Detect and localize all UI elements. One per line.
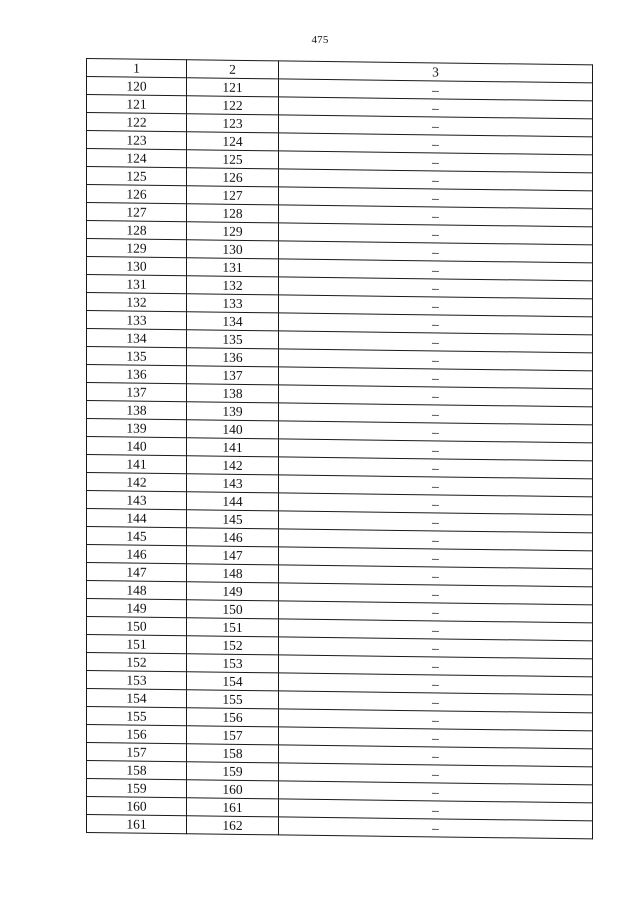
table-cell-col-3: – — [279, 241, 593, 263]
table-cell-col-3: – — [279, 313, 593, 335]
table-cell-col-2: 139 — [187, 402, 279, 421]
table-cell-col-1: 125 — [87, 167, 187, 186]
table-cell-col-3: – — [279, 169, 593, 191]
table-cell-col-2: 134 — [187, 312, 279, 331]
table-cell-col-2: 130 — [187, 240, 279, 259]
table-cell-col-2: 131 — [187, 258, 279, 277]
table-cell-col-3: – — [279, 457, 593, 479]
table-cell-col-2: 127 — [187, 186, 279, 205]
table-cell-col-1: 156 — [87, 725, 187, 744]
table-cell-col-3: – — [279, 439, 593, 461]
table-cell-col-2: 138 — [187, 384, 279, 403]
table-cell-col-2: 149 — [187, 582, 279, 601]
table-cell-col-1: 161 — [87, 815, 187, 834]
table-cell-col-1: 148 — [87, 581, 187, 600]
table-cell-col-2: 152 — [187, 636, 279, 655]
table-cell-col-1: 122 — [87, 113, 187, 132]
table-cell-col-1: 134 — [87, 329, 187, 348]
table-cell-col-1: 133 — [87, 311, 187, 330]
table-cell-col-3: – — [279, 673, 593, 695]
table-cell-col-1: 137 — [87, 383, 187, 402]
table-cell-col-1: 157 — [87, 743, 187, 762]
table-cell-col-2: 157 — [187, 726, 279, 745]
column-header-2: 2 — [187, 60, 279, 79]
table-cell-col-3: – — [279, 97, 593, 119]
table-cell-col-2: 145 — [187, 510, 279, 529]
table-body — [87, 77, 593, 839]
table-cell-col-2: 146 — [187, 528, 279, 547]
table-cell-col-3: – — [279, 331, 593, 353]
table-cell-col-3: – — [279, 601, 593, 623]
table-cell-col-3: – — [279, 637, 593, 659]
table-cell-col-3: – — [279, 349, 593, 371]
table-cell-col-3: – — [279, 223, 593, 245]
table-cell-col-1: 145 — [87, 527, 187, 546]
table-cell-col-2: 158 — [187, 744, 279, 763]
table-cell-col-1: 136 — [87, 365, 187, 384]
table-cell-col-1: 149 — [87, 599, 187, 618]
table-cell-col-3: – — [279, 817, 593, 839]
table-cell-col-2: 140 — [187, 420, 279, 439]
table-cell-col-3: – — [279, 547, 593, 569]
table-cell-col-3: – — [279, 565, 593, 587]
table-cell-col-3: – — [279, 115, 593, 137]
table-cell-col-2: 161 — [187, 798, 279, 817]
table-cell-col-2: 153 — [187, 654, 279, 673]
table-cell-col-2: 124 — [187, 132, 279, 151]
table-cell-col-1: 150 — [87, 617, 187, 636]
table-cell-col-1: 120 — [87, 77, 187, 96]
table-cell-col-1: 124 — [87, 149, 187, 168]
column-header-3: 3 — [279, 61, 593, 83]
table-cell-col-2: 162 — [187, 816, 279, 835]
table-cell-col-2: 136 — [187, 348, 279, 367]
table-cell-col-2: 128 — [187, 204, 279, 223]
table-cell-col-1: 139 — [87, 419, 187, 438]
table-cell-col-1: 140 — [87, 437, 187, 456]
table-cell-col-3: – — [279, 385, 593, 407]
table-cell-col-1: 141 — [87, 455, 187, 474]
table-cell-col-2: 122 — [187, 96, 279, 115]
table-cell-col-1: 129 — [87, 239, 187, 258]
table-cell-col-2: 133 — [187, 294, 279, 313]
table-cell-col-3: – — [279, 259, 593, 281]
table-cell-col-3: – — [279, 493, 593, 515]
table-cell-col-3: – — [279, 619, 593, 641]
table-cell-col-2: 121 — [187, 78, 279, 97]
table-cell-col-3: – — [279, 745, 593, 767]
table-cell-col-1: 159 — [87, 779, 187, 798]
table-cell-col-1: 153 — [87, 671, 187, 690]
column-header-1: 1 — [87, 59, 187, 78]
table-cell-col-1: 142 — [87, 473, 187, 492]
table-cell-col-2: 126 — [187, 168, 279, 187]
table-cell-col-1: 127 — [87, 203, 187, 222]
table-cell-col-2: 150 — [187, 600, 279, 619]
table-cell-col-1: 131 — [87, 275, 187, 294]
table-cell-col-2: 148 — [187, 564, 279, 583]
table-cell-col-3: – — [279, 421, 593, 443]
table-cell-col-3: – — [279, 781, 593, 803]
table-cell-col-3: – — [279, 691, 593, 713]
table-cell-col-1: 132 — [87, 293, 187, 312]
table-cell-col-3: – — [279, 475, 593, 497]
page-number: 475 — [311, 34, 329, 46]
table-cell-col-3: – — [279, 511, 593, 533]
table-cell-col-2: 143 — [187, 474, 279, 493]
table-cell-col-2: 137 — [187, 366, 279, 385]
table-cell-col-1: 155 — [87, 707, 187, 726]
table-cell-col-1: 144 — [87, 509, 187, 528]
table-cell-col-1: 143 — [87, 491, 187, 510]
table-cell-col-3: – — [279, 79, 593, 101]
table-cell-col-3: – — [279, 187, 593, 209]
table-cell-col-1: 152 — [87, 653, 187, 672]
table-cell-col-3: – — [279, 133, 593, 155]
table-cell-col-3: – — [279, 151, 593, 173]
table-cell-col-1: 121 — [87, 95, 187, 114]
table-cell-col-3: – — [279, 709, 593, 731]
table-cell-col-1: 151 — [87, 635, 187, 654]
table-cell-col-1: 138 — [87, 401, 187, 420]
table-cell-col-1: 158 — [87, 761, 187, 780]
table-cell-col-1: 123 — [87, 131, 187, 150]
table-cell-col-1: 126 — [87, 185, 187, 204]
table-cell-col-3: – — [279, 277, 593, 299]
table-cell-col-2: 147 — [187, 546, 279, 565]
table-cell-col-3: – — [279, 583, 593, 605]
table-cell-col-3: – — [279, 727, 593, 749]
table-cell-col-2: 151 — [187, 618, 279, 637]
table-cell-col-3: – — [279, 655, 593, 677]
table-cell-col-3: – — [279, 205, 593, 227]
table-cell-col-2: 141 — [187, 438, 279, 457]
table-cell-col-3: – — [279, 529, 593, 551]
table-cell-col-2: 144 — [187, 492, 279, 511]
table-cell-col-1: 154 — [87, 689, 187, 708]
table-cell-col-2: 135 — [187, 330, 279, 349]
table-cell-col-3: – — [279, 763, 593, 785]
table-cell-col-1: 147 — [87, 563, 187, 582]
table-cell-col-3: – — [279, 295, 593, 317]
table-cell-col-3: – — [279, 367, 593, 389]
table-cell-col-2: 132 — [187, 276, 279, 295]
table-cell-col-1: 146 — [87, 545, 187, 564]
table-cell-col-1: 130 — [87, 257, 187, 276]
table-cell-col-2: 142 — [187, 456, 279, 475]
table-cell-col-2: 156 — [187, 708, 279, 727]
table-cell-col-2: 154 — [187, 672, 279, 691]
table-cell-col-1: 128 — [87, 221, 187, 240]
table-cell-col-2: 155 — [187, 690, 279, 709]
table-cell-col-2: 159 — [187, 762, 279, 781]
table-cell-col-2: 125 — [187, 150, 279, 169]
table-cell-col-1: 160 — [87, 797, 187, 816]
table-cell-col-2: 123 — [187, 114, 279, 133]
table-cell-col-2: 160 — [187, 780, 279, 799]
table-cell-col-2: 129 — [187, 222, 279, 241]
data-table — [86, 58, 593, 839]
table-cell-col-1: 135 — [87, 347, 187, 366]
table-cell-col-3: – — [279, 799, 593, 821]
table-cell-col-3: – — [279, 403, 593, 425]
